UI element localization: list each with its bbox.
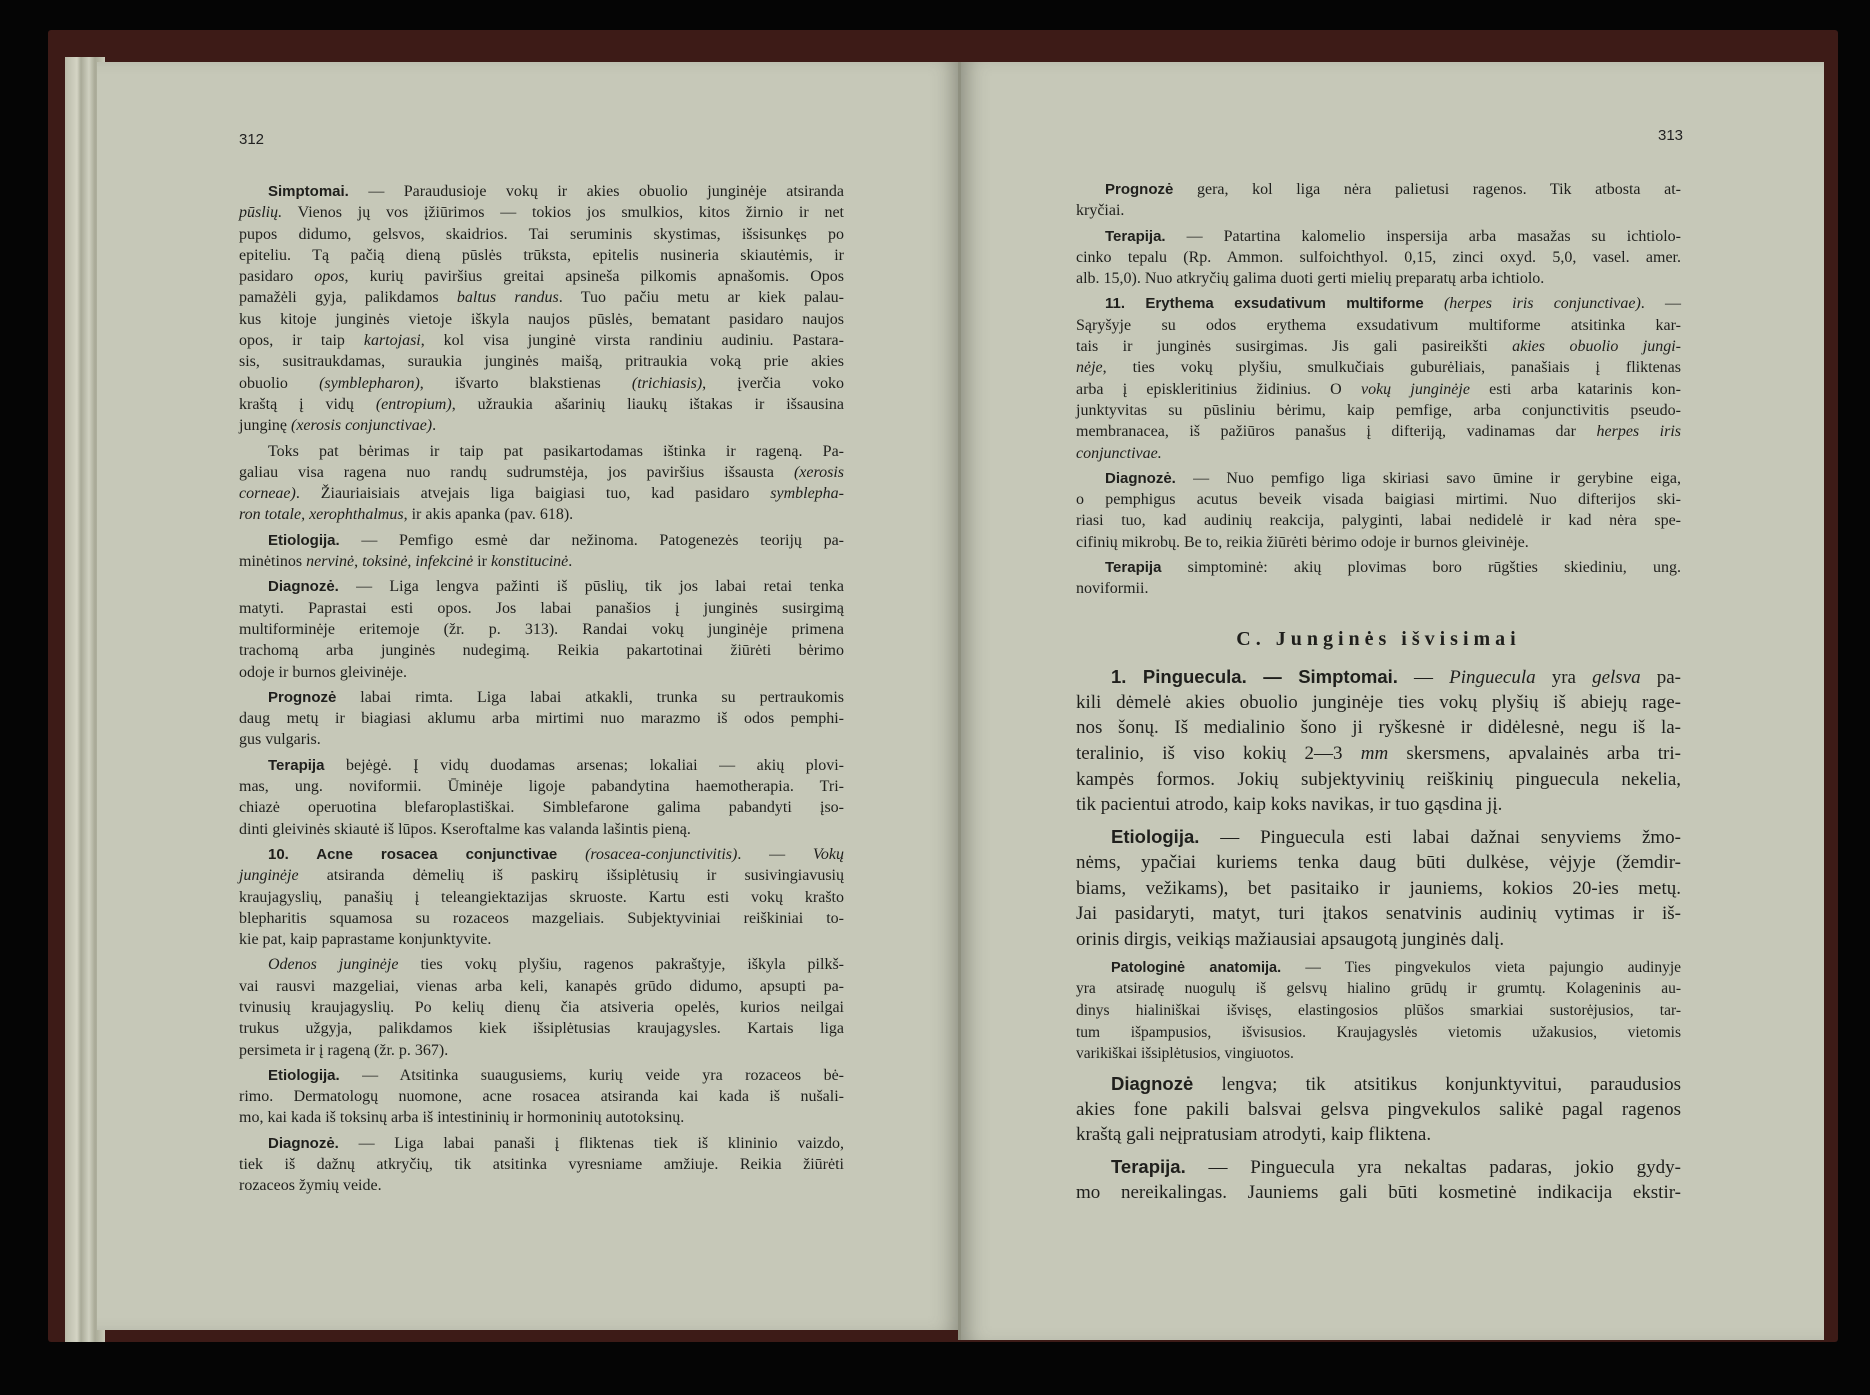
text-run: mo nereikalingas. Jauniems gali būti kosmetinė indikacija ekstir-: [1076, 1181, 1681, 1203]
text-line: [1076, 901, 1681, 927]
text-run: nėms, ypačiai kuriems tenka daug būti dulkėse, vėjyje (žemdir-: [1076, 851, 1681, 873]
text-run: . —: [737, 845, 813, 863]
text-run: , kurių paviršius greitai apsineša pilkomis apnašomis. Opos: [344, 268, 845, 286]
text-run: . —: [1640, 295, 1681, 313]
text-run: rimo. Dermatologų nuomone, acne rosacea atsiranda kai kada iš nušali-: [239, 1088, 844, 1106]
text-run: Toks pat bėrimas ir taip pat pasikartodamas ištinka ir rageną. Pa-: [268, 442, 844, 460]
text-line: [1076, 179, 1681, 200]
italic-term: mm: [1360, 743, 1389, 765]
text-run: blepharitis squamosa su rozaceos mazgeliais. Subjektyviniai reiškiniai to-: [239, 909, 844, 927]
bold-run-in-heading: Diagnozė.: [268, 1134, 339, 1152]
text-run: esti arba katarinis kon-: [1469, 380, 1681, 398]
paragraph: [1076, 226, 1681, 290]
paragraph: [1076, 1154, 1681, 1205]
italic-term: (trichiasis): [631, 374, 703, 392]
text-line: [1076, 578, 1681, 599]
text-line: [239, 976, 844, 997]
text-run: varikiškai išsiplėtusios, vingiuotos.: [1076, 1045, 1294, 1063]
text-line: [239, 797, 844, 818]
text-line: [239, 865, 844, 886]
text-line: [1076, 510, 1681, 531]
text-run: .: [568, 553, 573, 571]
paragraph: [239, 576, 844, 682]
text-run: mas, ung. noviformii. Ūminėje ligoje pabandytina haemotherapia. Tri-: [239, 778, 844, 796]
text-line: [1076, 1071, 1681, 1097]
text-line: [239, 598, 844, 619]
text-run: obuolio: [239, 374, 320, 392]
right-page-text-top: [1076, 175, 1681, 600]
text-run: vai rausvi mazgeliai, vienas arba keli, kanapės grūdo didumo, apsupti pa-: [239, 977, 844, 995]
paragraph: [1076, 664, 1681, 818]
text-line: [239, 483, 844, 504]
text-line: [1076, 532, 1681, 553]
text-run: riasi tuo, kad audinių reakcija, palyginti, labai nedidelė ir kad nėra spe-: [1076, 512, 1681, 530]
text-run: kili dėmelė akies obuolio junginėje ties vokų plyšių iš abiejų rage-: [1076, 691, 1681, 713]
text-line: [239, 415, 844, 436]
text-run: labai rimta. Liga labai atkakli, trunka su pertraukomis: [336, 688, 844, 706]
text-run: persimeta ir į rageną (žr. p. 367).: [239, 1041, 449, 1059]
text-line: [1076, 767, 1681, 793]
text-run: kraštą į vidų: [239, 395, 376, 413]
italic-term: (xerosis: [793, 463, 844, 481]
text-line: [239, 1086, 844, 1107]
italic-term: nėje: [1076, 359, 1103, 377]
paragraph: [239, 687, 844, 751]
bold-run-in-heading: Simptomai.: [268, 183, 349, 200]
text-run: teralinio, iš viso kokių 2—3: [1076, 743, 1361, 765]
text-line: [1076, 1180, 1681, 1206]
text-run: cifinių mikrobų. Be to, reikia žiūrėti bėrimo odoje ir burnos gleivinėje.: [1076, 533, 1529, 551]
text-run: dinti gleivinės skiautė iš lūpos. Kseroftalme kas valanda lašintis pieną.: [239, 820, 691, 838]
text-run: , užraukia ašarinių liaukų ištakas ir išsausina: [451, 395, 845, 413]
text-run: odoje ir burnos gleivinėje.: [239, 663, 407, 681]
section-heading: C. Junginės išvisimai: [1236, 628, 1521, 650]
italic-term: nervinė: [306, 553, 355, 571]
text-line: [239, 819, 844, 840]
italic-term: Odenos junginėje: [268, 956, 399, 974]
text-line: [239, 394, 844, 415]
text-run: Vienos jų vos įžiūrimos — tokios jos smulkios, kitos žirnio ir net: [282, 204, 844, 222]
text-line: [1076, 1000, 1681, 1022]
bold-run-in-heading: Etiologija.: [1111, 826, 1200, 848]
text-run: multiforminėje eritemoje (žr. p. 313). Randai vokų junginėje primena: [239, 620, 844, 638]
bold-run-in-heading: 1. Pinguecula. — Simptomai.: [1111, 666, 1398, 687]
text-run: dinys hialiniškai išvisęs, elastingosios plūšos smarkiai sustorėjusios, tar-: [1076, 1001, 1681, 1019]
italic-term: (rosacea-conjunctivitis): [585, 845, 738, 863]
paragraph: [1076, 957, 1681, 1065]
text-line: [1076, 927, 1681, 953]
text-run: — Liga lengva pažinti iš pūslių, tik jos labai retai tenka: [338, 578, 844, 596]
paragraph: [1076, 557, 1681, 600]
paragraph: [239, 181, 844, 437]
text-line: [239, 1154, 844, 1175]
text-line: [239, 729, 844, 750]
text-run: — Pemfigo esmė dar nežinoma. Patogenezės teorijų pa-: [339, 531, 844, 549]
text-line: [1076, 557, 1681, 578]
text-line: [239, 224, 844, 245]
italic-term: corneae): [239, 485, 296, 503]
text-run: kie pat, kaip paprastame konjunktyvite.: [239, 931, 492, 949]
text-run: yra atsiradę nuogulų iš gelsvų hialino grūdų ir grumtų. Kolageninis au-: [1076, 980, 1681, 998]
text-run: kryčiai.: [1076, 202, 1125, 220]
text-line: [1076, 268, 1681, 289]
text-run: nos šonų. Iš medialinio šono ji ryškesnė ir didėlesnė, negu iš la-: [1076, 717, 1681, 739]
italic-term: infekcinė: [415, 553, 474, 571]
left-page-text: [239, 177, 844, 1197]
text-run: orinis dirgis, veikiąs mažiausiai apsaugotą junginės dalį.: [1076, 928, 1505, 950]
text-run: gera, kol liga nėra palietusi ragenos. Tik atbosta at-: [1173, 181, 1681, 198]
text-line: [239, 708, 844, 729]
text-line: [1076, 715, 1681, 741]
text-run: , išvarto blakstienas: [419, 374, 632, 392]
text-line: [239, 1040, 844, 1061]
bold-run-in-heading: Prognozė: [268, 688, 337, 706]
italic-term: junginėje: [239, 867, 299, 885]
text-run: , įverčia voko: [702, 374, 844, 392]
text-run: — Atsitinka suaugusiems, kurių veide yra rozaceos bė-: [339, 1066, 844, 1084]
text-line: [1076, 1097, 1681, 1123]
text-line: [239, 640, 844, 661]
text-run: . Tuo pačiu metu ar kiek palau-: [558, 289, 845, 307]
italic-term: Pinguecula: [1449, 667, 1536, 688]
text-line: [239, 530, 844, 551]
text-line: [239, 1065, 844, 1086]
text-line: [1076, 443, 1681, 464]
text-line: [239, 887, 844, 908]
text-run: trukus užgyja, palikdamos kiek išsiplėtusias kraujagysles. Kartais liga: [239, 1020, 844, 1038]
text-line: [1076, 400, 1681, 421]
italic-term: (entropium): [375, 395, 452, 413]
text-line: [1076, 200, 1681, 221]
bold-run-in-heading: Diagnozė.: [268, 578, 339, 596]
text-run: [557, 846, 585, 863]
paragraph: [1076, 468, 1681, 553]
italic-term: konstitucinė: [490, 553, 569, 571]
italic-term: pūslių.: [239, 204, 283, 222]
text-line: [1076, 664, 1681, 690]
text-run: — Pinguecula esti labai dažnai senyviems žmo-: [1199, 827, 1681, 849]
text-line: [239, 245, 844, 266]
text-run: Sąryšyje su odos erythema exsudativum multiforme atsitinka kar-: [1076, 316, 1681, 334]
text-run: kampės formos. Jokių subjektyvinių reiškinių pinguecula nekelia,: [1076, 768, 1681, 790]
text-run: simptominė: akių plovimas boro rūgšties skiediniu, ung.: [1161, 559, 1681, 577]
paragraph: [1076, 179, 1681, 222]
text-run: —: [1397, 667, 1450, 688]
text-run: lengva; tik atsitikus konjunktyvitui, paraudusios: [1193, 1074, 1681, 1095]
text-line: [1076, 1154, 1681, 1180]
text-run: ,: [407, 553, 416, 571]
text-run: — Ties pingvekulos vieta pajungio audinyje: [1281, 958, 1682, 976]
text-run: kraštą gali neįpratusiam atrodyti, kaip fliktena.: [1076, 1124, 1432, 1146]
right-page-text-bottom: [1076, 658, 1681, 1205]
text-run: yra: [1535, 667, 1593, 688]
text-line: [1076, 468, 1681, 489]
paragraph: [1076, 293, 1681, 463]
text-line: [1076, 850, 1681, 876]
text-line: [239, 1107, 844, 1128]
text-run: minėtinos: [239, 553, 307, 571]
text-line: [239, 929, 844, 950]
text-run: tum išpampusios, išvisusios. Kraujagyslės vietomis užakusios, vietomis: [1076, 1023, 1681, 1041]
text-line: [239, 351, 844, 372]
bold-run-in-heading: Diagnozė: [1111, 1073, 1194, 1094]
text-run: tiek iš dažnų atkryčių, tik atsitinka vyresniame amžiuje. Reikia žiūrėti: [239, 1156, 844, 1174]
text-run: , ties vokų plyšiu, smulkučiais guburėliais, panašiais į fliktenas: [1102, 359, 1681, 377]
bold-run-in-heading: Etiologija.: [268, 531, 340, 549]
text-run: epiteliu. Tą pačią dieną pūslės trūksta, epitelis nusineria skiautėmis, ir: [239, 246, 844, 264]
text-line: [239, 181, 844, 202]
text-line: [239, 954, 844, 975]
text-run: — Liga labai panaši į fliktenas tiek iš klininio vaizdo,: [338, 1134, 844, 1152]
text-run: daug metų ir biagiasi aklumu arba mirtimi nuo marazmo iš odos pemphi-: [239, 710, 844, 728]
text-line: [239, 776, 844, 797]
text-run: tik pacientui atrodo, kaip koks navikas, ir tuo gąsdina jį.: [1076, 794, 1503, 816]
text-run: Jai pasidaryti, matyt, turi įtakos senatvinis audinių vytimas ir iš-: [1076, 903, 1681, 925]
bold-run-in-heading: Etiologija.: [268, 1066, 340, 1084]
italic-term: opos: [314, 268, 345, 286]
text-line: [239, 576, 844, 597]
text-run: skersmens, apvalainės arba tri-: [1388, 743, 1681, 765]
text-run: biams, vežikams), bet pasitaiko ir jauniems, kokios 20-ies metų.: [1076, 877, 1681, 899]
text-run: tais ir junginės susirgimas. Jis gali pasireikšti: [1076, 338, 1513, 356]
bold-run-in-heading: Terapija: [1105, 559, 1162, 577]
text-run: , ir akis apanka (pav. 618).: [403, 506, 574, 524]
text-line: [239, 504, 844, 525]
right-page-number: 313: [1658, 127, 1684, 144]
italic-term: vokų junginėje: [1360, 380, 1470, 398]
text-run: cinko tepalu (Rp. Ammon. sulfoichthyol. 0,15, zinci oxyd. 5,0, vasel. amer.: [1076, 248, 1681, 266]
text-line: [239, 330, 844, 351]
bold-run-in-heading: Terapija.: [1105, 227, 1166, 245]
text-line: [1076, 978, 1681, 1000]
text-run: o pemphigus acutus beveik visada baigiasi mirtimi. Nuo difterijos ski-: [1076, 491, 1681, 509]
text-line: [239, 441, 844, 462]
text-run: mo, kai kada iš toksinų arba iš intestininių ir hormoninių autotoksinų.: [239, 1109, 685, 1127]
text-run: .: [432, 417, 437, 435]
text-line: [239, 287, 844, 308]
text-run: kraujagyslių, panašių į teleangiektazijas skruoste. Kartu esti vokų krašto: [239, 888, 844, 906]
paragraph: [239, 530, 844, 573]
text-run: [1424, 295, 1444, 312]
text-line: [1076, 489, 1681, 510]
paragraph: [239, 1133, 844, 1197]
text-line: [239, 687, 844, 708]
text-run: arba į episkleritinius židinius. O: [1076, 380, 1361, 398]
text-line: [239, 997, 844, 1018]
text-line: [1076, 1043, 1681, 1065]
text-line: [1076, 336, 1681, 357]
italic-term: akies obuolio jungi-: [1512, 338, 1681, 356]
text-run: gus vulgaris.: [239, 731, 321, 749]
text-run: junginę: [239, 417, 291, 435]
text-run: pa-: [1640, 667, 1681, 688]
text-run: — Nuo pemfigo liga skiriasi savo ūmine ir gerybine eiga,: [1175, 469, 1681, 487]
italic-term: (symblepharon): [319, 374, 420, 392]
text-line: [1076, 741, 1681, 767]
text-line: [1076, 1022, 1681, 1044]
bold-run-in-heading: Terapija.: [1111, 1156, 1186, 1178]
text-run: galiau visa ragena nuo randų sudrumstėja, jos paviršius išsausta: [239, 463, 794, 481]
italic-term: herpes iris: [1596, 423, 1682, 441]
text-line: [239, 844, 844, 865]
text-line: [239, 1175, 844, 1196]
paragraph: [239, 755, 844, 840]
text-line: [1076, 1122, 1681, 1148]
text-run: pamažėli gyja, palikdamos: [239, 289, 457, 307]
text-run: — Patartina kalomelio inspersija arba masažas su ichtiolo-: [1165, 227, 1681, 245]
bold-run-in-heading: 10. Acne rosacea conjunctivae: [268, 845, 558, 863]
text-line: [1076, 957, 1681, 979]
text-line: [239, 551, 844, 572]
text-line: [239, 908, 844, 929]
text-line: [1076, 824, 1681, 850]
text-line: [1076, 379, 1681, 400]
left-page-number: 312: [239, 131, 265, 148]
text-line: [1076, 792, 1681, 818]
text-line: [239, 309, 844, 330]
text-run: kus kitoje junginės vietoje iškyla naujos pūslės, bematant pasidaro naujos: [239, 310, 844, 328]
text-line: [239, 1018, 844, 1039]
text-line: [1076, 247, 1681, 268]
paragraph: [239, 844, 844, 950]
text-run: akies fone pakili balsvai gelsva pingvekulos salikė pagal ragenos: [1076, 1098, 1681, 1120]
text-line: [1076, 421, 1681, 442]
text-run: trachomą arba junginės nudegimą. Reikia pakartotinai žiūrėti bėrimo: [239, 642, 844, 660]
bold-run-in-heading: Prognozė: [1105, 181, 1174, 198]
italic-term: Vokų: [812, 845, 845, 863]
bold-run-in-heading: Patologinė anatomija.: [1111, 959, 1282, 976]
text-run: noviformii.: [1076, 580, 1149, 598]
text-run: ir: [473, 553, 491, 571]
text-line: [1076, 315, 1681, 336]
text-run: chiazė operuotina blefaroplastiškai. Simblefarone galima pabandyti įso-: [239, 799, 844, 817]
text-line: [1076, 226, 1681, 247]
paragraph: [239, 954, 844, 1060]
text-line: [239, 202, 844, 223]
italic-term: (herpes iris conjunctivae): [1443, 295, 1641, 313]
italic-term: (xerosis conjunctivae): [291, 417, 433, 435]
italic-term: baltus randus: [456, 289, 559, 307]
text-line: [239, 266, 844, 287]
italic-term: kartojasi: [363, 332, 421, 350]
text-run: bejėgė. Į vidų duodamas arsenas; lokaliai — akių plovi-: [324, 756, 844, 774]
text-line: [239, 662, 844, 683]
text-run: tvinusių kraujagyslių. Po kelių dienų čia atsiveria opelės, kurios neilgai: [239, 998, 844, 1016]
paragraph: [1076, 1071, 1681, 1148]
text-run: sis, susitraukdamas, suraukia junginės maišą, pritraukia voką prie akies: [239, 353, 844, 371]
text-line: [1076, 690, 1681, 716]
italic-term: toksinė: [362, 553, 408, 571]
text-run: pupos didumo, gelsvos, skaidrios. Tai seruminis skystimas, išsisunkęs po: [239, 225, 844, 243]
text-line: [239, 1133, 844, 1154]
text-run: , kol visa junginė virsta randiniu audiniu. Pastara-: [420, 332, 844, 350]
text-run: junktyvitas su pūsliniu bėrimu, kaip pemfige, arba conjunctivitis pseudo-: [1076, 401, 1681, 419]
text-run: ,: [354, 553, 363, 571]
paragraph: [1076, 824, 1681, 952]
text-run: alb. 15,0). Nuo atkryčių galima duoti gerti mielių preparatų arba ichtiolo.: [1076, 270, 1545, 288]
text-line: [1076, 293, 1681, 314]
bold-run-in-heading: Terapija: [268, 756, 325, 774]
paragraph: [239, 1065, 844, 1129]
paragraph: [239, 441, 844, 526]
text-line: [239, 755, 844, 776]
text-line: [1076, 876, 1681, 902]
text-run: matyti. Paprastai esti opos. Jos labai panašios į junginės susirgimą: [239, 599, 844, 617]
text-run: ties vokų plyšiu, ragenos pakraštyje, iškyla pilkš-: [398, 956, 844, 974]
text-run: pasidaro: [239, 268, 315, 286]
text-run: opos, ir taip: [239, 332, 364, 350]
text-run: rozaceos žymių veide.: [239, 1177, 382, 1195]
italic-term: symblepha-: [770, 485, 844, 503]
text-run: atsiranda dėmelių iš paskirų išsiplėtusių ir susivingiavusių: [298, 867, 844, 885]
text-line: [1076, 357, 1681, 378]
italic-term: ron totale, xerophthalmus: [239, 506, 404, 524]
text-run: membranacea, iš pažiūros panašus į difteriją, vadinamas dar: [1076, 423, 1597, 441]
bold-run-in-heading: 11. Erythema exsudativum multiforme: [1105, 295, 1424, 313]
text-run: — Pinguecula yra nekaltas padaras, jokio gydy-: [1185, 1157, 1681, 1179]
text-line: [239, 373, 844, 394]
italic-term: conjunctivae.: [1076, 444, 1162, 462]
book-gutter: [958, 62, 961, 1340]
italic-term: gelsva: [1592, 667, 1641, 688]
text-run: — Paraudusioje vokų ir akies obuolio junginėje atsiranda: [348, 183, 844, 200]
bold-run-in-heading: Diagnozė.: [1105, 469, 1176, 487]
text-run: . Žiauriaisiais atvejais liga baigiasi tuo, kad pasidaro: [295, 485, 771, 503]
text-line: [239, 462, 844, 483]
text-line: [239, 619, 844, 640]
